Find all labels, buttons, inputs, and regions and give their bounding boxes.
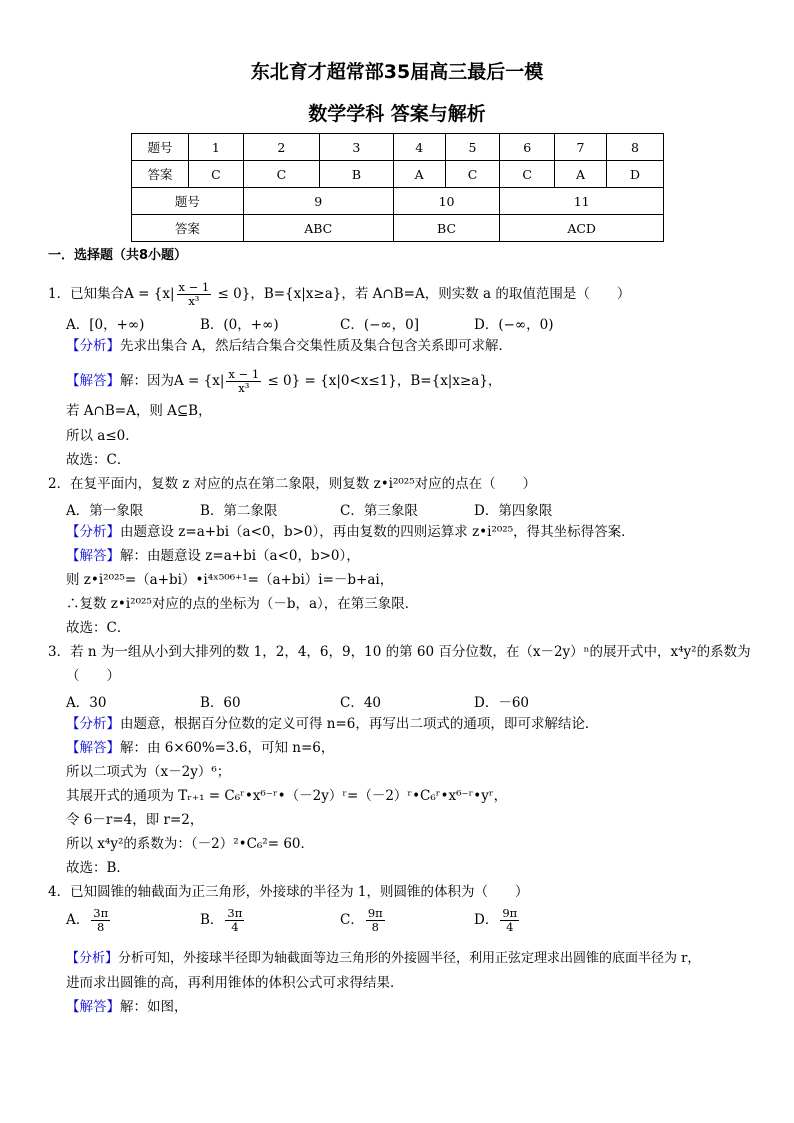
analysis-tag: 【分析】 — [66, 951, 119, 966]
fraction-denominator: x³ — [238, 381, 250, 395]
solution-text: 解：如图， — [120, 999, 188, 1015]
analysis-text: 由题意设 z=a+bi（a<0，b>0），再由复数的四则运算求 z•i²⁰²⁵，得其坐标得答案． — [120, 524, 635, 540]
analysis-line — [66, 715, 598, 733]
question-number: 2． — [48, 476, 71, 492]
solution-line — [66, 368, 501, 395]
solution-step: 所以 a≤0． — [66, 428, 139, 444]
fraction-denominator: 8 — [371, 920, 379, 934]
solution-line — [66, 547, 360, 565]
question-3-stem — [48, 643, 751, 661]
table-cell: C — [189, 161, 244, 188]
option-b: B．(0，+∞) — [200, 317, 279, 333]
option-d: D．(−∞，0) — [474, 317, 554, 333]
solution-step: 故选：C． — [66, 452, 131, 468]
stem-text: 在复平面内，复数 z 对应的点在第二象限，则复数 z•i²⁰²⁵对应的点在（ ） — [70, 476, 537, 492]
table-row — [132, 215, 664, 242]
table-header-cell: 答案 — [132, 161, 189, 188]
fraction-numerator: 9π — [502, 906, 518, 920]
table-cell: 4 — [393, 134, 445, 161]
solution-line — [66, 739, 334, 757]
option-label: D． — [474, 912, 499, 928]
table-cell: 10 — [393, 188, 500, 215]
table-cell: 2 — [243, 134, 319, 161]
option-a — [66, 907, 112, 934]
solution-step: 令 6－r=4，即 r=2， — [66, 812, 204, 828]
option-c — [340, 907, 387, 934]
solution-step: 其展开式的通项为 Tᵣ₊₁ = C₆ʳ•x⁶⁻ʳ•（－2y）ʳ=（－2）ʳ•C₆ʳ•x⁶⁻ʳ•yʳ， — [66, 788, 508, 804]
table-row — [132, 134, 664, 161]
stem-text: 若 n 为一组从小到大排列的数 1，2，4，6，9，10 的第 60 百分位数，在（x－2y）ⁿ的展开式中，x⁴y²的系数为 — [70, 644, 751, 660]
table-cell: C — [243, 161, 319, 188]
option-b: B．60 — [200, 695, 241, 711]
analysis-tag: 【分析】 — [66, 716, 120, 732]
table-cell: C — [500, 161, 555, 188]
fraction-denominator: 8 — [97, 920, 105, 934]
table-header-cell: 题号 — [132, 188, 244, 215]
table-cell: 1 — [189, 134, 244, 161]
table-cell: 11 — [500, 188, 664, 215]
stem-text: 已知集合A = {x| — [70, 286, 175, 302]
option-a: A．[0，+∞) — [66, 317, 145, 333]
table-cell: D — [606, 161, 663, 188]
fraction — [177, 281, 212, 308]
option-label: A． — [66, 912, 90, 928]
solution-step: 则 z•i²⁰²⁵=（a+bi）•i⁴ˣ⁵⁰⁶⁺¹=（a+bi）i=－b+ai， — [66, 572, 394, 588]
fraction-numerator: 3π — [227, 906, 243, 920]
fraction-numerator: x − 1 — [228, 367, 260, 381]
table-cell: BC — [393, 215, 500, 242]
option-a: A．第一象限 — [66, 503, 144, 519]
stem-continuation: （ ） — [66, 668, 120, 684]
fraction-numerator: 3π — [93, 906, 109, 920]
solution-step: ∴复数 z•i²⁰²⁵对应的点的坐标为（－b，a），在第三象限． — [66, 596, 419, 612]
solution-text: 解：由 6×60%=3.6，可知 n=6， — [120, 740, 335, 756]
option-b: B．第二象限 — [200, 503, 278, 519]
option-label: C． — [340, 912, 364, 928]
fraction — [91, 907, 110, 934]
option-c: C．40 — [340, 695, 382, 711]
fraction — [226, 368, 261, 395]
solution-text: 解：由题意设 z=a+bi（a<0，b>0）， — [120, 548, 360, 564]
solution-text: 解：因为A = {x| — [120, 373, 225, 389]
analysis-continuation: 进而求出圆锥的高，再利用锥体的体积公式可求得结果． — [66, 975, 404, 991]
fraction-numerator: x − 1 — [178, 280, 210, 294]
solution-text: ≤ 0} = {x|0<x≤1}，B={x|x≥a}， — [263, 373, 502, 389]
table-row — [132, 188, 664, 215]
table-cell: 5 — [445, 134, 500, 161]
option-d: D．－60 — [474, 695, 530, 711]
fraction-denominator: 4 — [506, 920, 514, 934]
table-cell: 8 — [606, 134, 663, 161]
analysis-line — [66, 950, 700, 968]
solution-tag: 【解答】 — [66, 999, 120, 1015]
option-c: C．第三象限 — [340, 503, 418, 519]
table-cell: ABC — [243, 215, 393, 242]
fraction — [225, 907, 244, 934]
solution-tag: 【解答】 — [66, 740, 120, 756]
option-a: A．30 — [66, 695, 107, 711]
stem-text: ≤ 0}，B={x|x≥a}，若 A∩B=A，则实数 a 的取值范围是（ ） — [213, 286, 631, 302]
solution-step: 故选：B． — [66, 860, 130, 876]
analysis-text: 分析可知，外接球半径即为轴截面等边三角形的外接圆半径，利用正弦定理求出圆锥的底面半径为 r， — [118, 951, 701, 966]
solution-step: 所以二项式为（x－2y）⁶； — [66, 764, 231, 780]
solution-tag: 【解答】 — [66, 548, 120, 564]
table-cell: 7 — [555, 134, 607, 161]
question-4-stem — [48, 883, 528, 901]
analysis-line — [66, 523, 635, 541]
option-b — [200, 907, 246, 934]
fraction-denominator: 4 — [231, 920, 239, 934]
table-header-cell: 题号 — [132, 134, 189, 161]
option-label: B． — [200, 912, 224, 928]
solution-line — [66, 998, 188, 1016]
question-number: 4． — [48, 884, 71, 900]
solution-step: 所以 x⁴y²的系数为：（－2）²•C₆²= 60． — [66, 836, 315, 852]
answer-table — [131, 133, 664, 242]
table-cell: C — [445, 161, 500, 188]
analysis-line — [66, 337, 512, 355]
stem-text: 已知圆锥的轴截面为正三角形，外接球的半径为 1，则圆锥的体积为（ ） — [70, 884, 529, 900]
table-cell: 9 — [243, 188, 393, 215]
page-subtitle: 数学学科 答案与解析 — [308, 103, 486, 125]
analysis-tag: 【分析】 — [66, 524, 120, 540]
option-d: D．第四象限 — [474, 503, 553, 519]
page-title: 东北育才超常部35届高三最后一模 — [250, 61, 544, 83]
question-number: 1． — [48, 286, 71, 302]
analysis-tag: 【分析】 — [66, 338, 120, 354]
section-heading: 一．选择题（共8小题） — [48, 248, 188, 263]
table-cell: 6 — [500, 134, 555, 161]
table-cell: A — [555, 161, 607, 188]
option-d — [474, 907, 521, 934]
analysis-text: 由题意，根据百分位数的定义可得 n=6，再写出二项式的通项，即可求解结论． — [120, 716, 599, 732]
table-cell: B — [320, 161, 394, 188]
question-number: 3． — [48, 644, 71, 660]
solution-step: 故选：C． — [66, 620, 131, 636]
question-2-stem — [48, 475, 536, 493]
analysis-text: 先求出集合 A，然后结合集合交集性质及集合包含关系即可求解． — [120, 338, 513, 354]
table-header-cell: 答案 — [132, 215, 244, 242]
solution-step: 若 A∩B=A，则 A⊆B， — [66, 403, 212, 419]
option-c: C．(−∞，0] — [340, 317, 420, 333]
table-cell: 3 — [320, 134, 394, 161]
fraction — [366, 907, 385, 934]
table-cell: A — [393, 161, 445, 188]
solution-tag: 【解答】 — [66, 373, 120, 389]
fraction — [500, 907, 519, 934]
question-1-stem — [48, 281, 630, 308]
table-row — [132, 161, 664, 188]
fraction-denominator: x³ — [188, 294, 200, 308]
table-cell: ACD — [500, 215, 664, 242]
fraction-numerator: 9π — [367, 906, 383, 920]
